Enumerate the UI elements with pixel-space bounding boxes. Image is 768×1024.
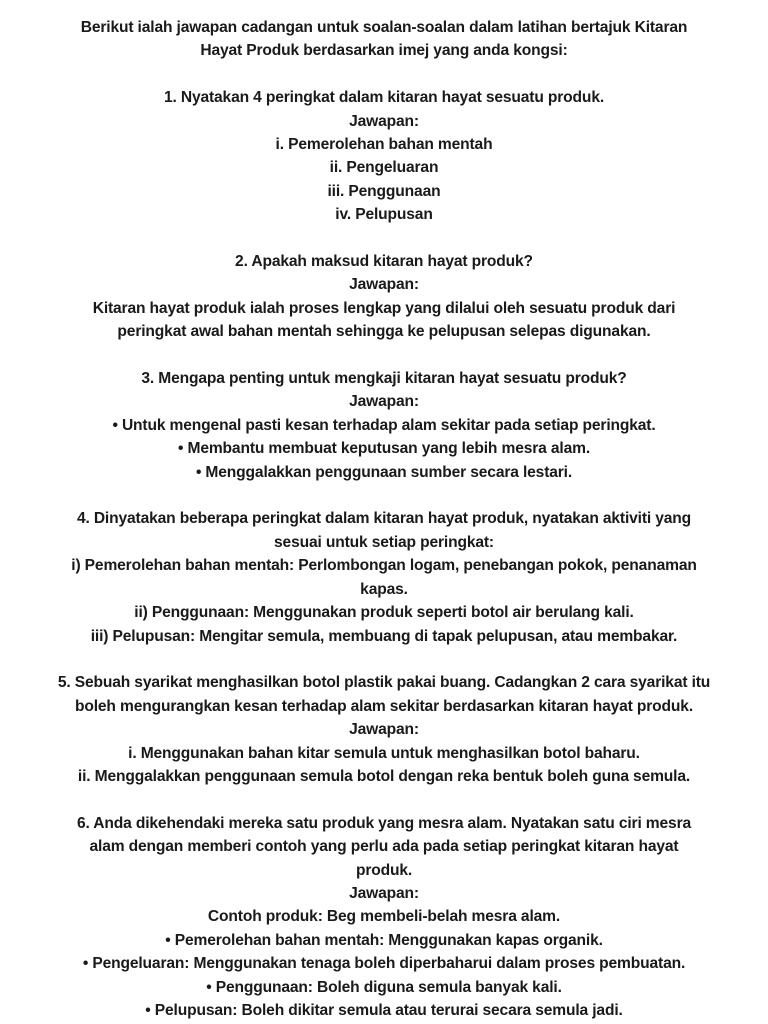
answer-label: Jawapan: xyxy=(349,393,419,411)
question-2 xyxy=(34,250,734,344)
answer-label: Jawapan: xyxy=(349,112,419,130)
answer-label: Jawapan: xyxy=(349,276,419,294)
answer-line: i. Pemerolehan bahan mentah xyxy=(275,136,493,154)
question-1 xyxy=(34,86,734,226)
answer-line: iii. Penggunaan xyxy=(327,182,441,200)
question-5-text: boleh mengurangkan kesan terhadap alam sekitar berdasarkan kitaran hayat produk. xyxy=(74,697,694,715)
question-6-text: produk. xyxy=(355,861,413,879)
question-4-text: 4. Dinyatakan beberapa peringkat dalam kitaran hayat produk, nyatakan aktiviti yang xyxy=(76,510,692,528)
answer-line: i. Menggunakan bahan kitar semula untuk menghasilkan botol baharu. xyxy=(128,744,640,762)
answer-line: ii) Penggunaan: Menggunakan produk seperti botol air berulang kali. xyxy=(134,604,634,622)
answer-bullet: • Pelupusan: Boleh dikitar semula atau terurai secara semula jadi. xyxy=(145,1001,623,1019)
paragraph-gap xyxy=(34,63,734,86)
answer-bullet: • Untuk mengenal pasti kesan terhadap alam sekitar pada setiap peringkat. xyxy=(112,416,656,434)
answer-line: Kitaran hayat produk ialah proses lengkap yang dilalui oleh sesuatu produk dari xyxy=(92,299,676,317)
question-5 xyxy=(34,671,734,788)
question-1-text: 1. Nyatakan 4 peringkat dalam kitaran hayat sesuatu produk. xyxy=(163,89,605,107)
paragraph-gap xyxy=(34,227,734,250)
answer-bullet: • Pemerolehan bahan mentah: Menggunakan kapas organik. xyxy=(165,931,603,949)
answer-line: peringkat awal bahan mentah sehingga ke pelupusan selepas digunakan. xyxy=(117,323,651,341)
question-6-text: 6. Anda dikehendaki mereka satu produk yang mesra alam. Nyatakan satu ciri mesra xyxy=(76,814,692,832)
answer-line: iv. Pelupusan xyxy=(335,206,433,224)
answer-line: i) Pemerolehan bahan mentah: Perlombongan logam, penebangan pokok, penanaman xyxy=(71,557,697,575)
answer-bullet: • Pengeluaran: Menggunakan tenaga boleh diperbaharui dalam proses pembuatan. xyxy=(82,955,686,973)
question-5-text: 5. Sebuah syarikat menghasilkan botol plastik pakai buang. Cadangkan 2 cara syarikat itu xyxy=(57,674,711,692)
intro-line: Berikut ialah jawapan cadangan untuk soalan-soalan dalam latihan bertajuk Kitaran xyxy=(80,19,688,36)
paragraph-gap xyxy=(34,344,734,367)
question-3 xyxy=(34,367,734,484)
paragraph-gap xyxy=(34,484,734,507)
question-6 xyxy=(34,812,734,1023)
answer-line: Contoh produk: Beg membeli-belah mesra alam. xyxy=(207,908,561,926)
question-4-text: sesuai untuk setiap peringkat: xyxy=(274,533,494,551)
paragraph-gap xyxy=(34,648,734,671)
question-3-text: 3. Mengapa penting untuk mengkaji kitaran hayat sesuatu produk? xyxy=(141,370,627,388)
answer-line: ii. Pengeluaran xyxy=(329,159,439,177)
answer-label: Jawapan: xyxy=(349,721,419,739)
answer-bullet: • Membantu membuat keputusan yang lebih mesra alam. xyxy=(177,440,591,458)
question-4 xyxy=(34,507,734,647)
answer-line: iii) Pelupusan: Mengitar semula, membuang di tapak pelupusan, atau membakar. xyxy=(90,627,678,645)
question-2-text: 2. Apakah maksud kitaran hayat produk? xyxy=(235,253,533,271)
answer-label: Jawapan: xyxy=(349,884,419,902)
answer-bullet: • Penggunaan: Boleh diguna semula banyak kali. xyxy=(206,978,562,996)
answer-bullet: • Menggalakkan penggunaan sumber secara lestari. xyxy=(195,463,573,481)
question-6-text: alam dengan memberi contoh yang perlu ada pada setiap peringkat kitaran hayat xyxy=(89,838,679,856)
paragraph-gap xyxy=(34,788,734,811)
intro-paragraph xyxy=(34,16,734,63)
answer-line: kapas. xyxy=(360,580,408,598)
answer-line: ii. Menggalakkan penggunaan semula botol dengan reka bentuk boleh guna semula. xyxy=(77,767,691,785)
intro-line: Hayat Produk berdasarkan imej yang anda kongsi: xyxy=(200,42,568,60)
